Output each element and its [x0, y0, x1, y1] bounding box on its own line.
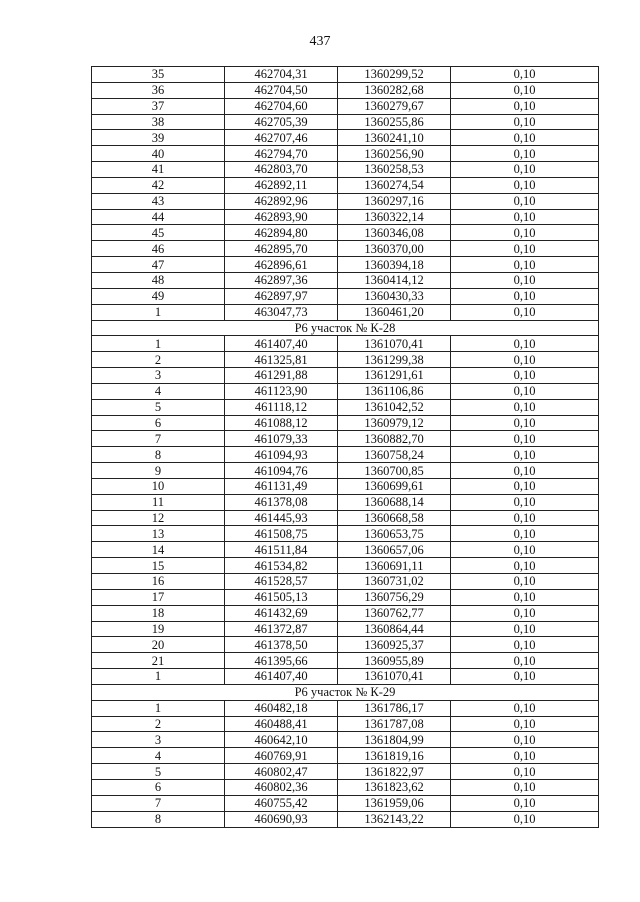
table-row [92, 653, 599, 669]
x-coordinate-cell: 462794,70 [225, 146, 338, 162]
accuracy-cell: 0,10 [451, 811, 599, 827]
point-number-cell: 5 [92, 399, 225, 415]
point-number-cell: 7 [92, 795, 225, 811]
table-row [92, 162, 599, 178]
x-coordinate-cell: 461123,90 [225, 383, 338, 399]
x-coordinate-cell: 461088,12 [225, 415, 338, 431]
accuracy-cell: 0,10 [451, 716, 599, 732]
point-number-cell: 7 [92, 431, 225, 447]
accuracy-cell: 0,10 [451, 558, 599, 574]
x-coordinate-cell: 461445,93 [225, 510, 338, 526]
x-coordinate-cell: 462803,70 [225, 162, 338, 178]
x-coordinate-cell: 461291,88 [225, 368, 338, 384]
table-row [92, 764, 599, 780]
point-number-cell: 47 [92, 257, 225, 273]
point-number-cell: 45 [92, 225, 225, 241]
y-coordinate-cell: 1361822,97 [338, 764, 451, 780]
accuracy-cell: 0,10 [451, 241, 599, 257]
y-coordinate-cell: 1360255,86 [338, 114, 451, 130]
point-number-cell: 3 [92, 368, 225, 384]
accuracy-cell: 0,10 [451, 272, 599, 288]
table-row [92, 748, 599, 764]
x-coordinate-cell: 461372,87 [225, 621, 338, 637]
y-coordinate-cell: 1360758,24 [338, 447, 451, 463]
table-row [92, 558, 599, 574]
point-number-cell: 36 [92, 82, 225, 98]
point-number-cell: 46 [92, 241, 225, 257]
point-number-cell: 14 [92, 542, 225, 558]
accuracy-cell: 0,10 [451, 510, 599, 526]
point-number-cell: 18 [92, 605, 225, 621]
x-coordinate-cell: 460802,36 [225, 779, 338, 795]
table-row [92, 431, 599, 447]
point-number-cell: 8 [92, 811, 225, 827]
y-coordinate-cell: 1360653,75 [338, 526, 451, 542]
table-row [92, 399, 599, 415]
y-coordinate-cell: 1360241,10 [338, 130, 451, 146]
page-number: 437 [309, 34, 331, 49]
accuracy-cell: 0,10 [451, 478, 599, 494]
table-row [92, 241, 599, 257]
table-row [92, 637, 599, 653]
x-coordinate-cell: 462892,96 [225, 193, 338, 209]
y-coordinate-cell: 1360282,68 [338, 82, 451, 98]
y-coordinate-cell: 1360688,14 [338, 494, 451, 510]
y-coordinate-cell: 1360258,53 [338, 162, 451, 178]
section-heading-row [92, 320, 599, 336]
table-row [92, 542, 599, 558]
table-row [92, 811, 599, 827]
x-coordinate-cell: 461534,82 [225, 558, 338, 574]
table-row [92, 67, 599, 83]
y-coordinate-cell: 1360430,33 [338, 288, 451, 304]
accuracy-cell: 0,10 [451, 177, 599, 193]
y-coordinate-cell: 1360691,11 [338, 558, 451, 574]
accuracy-cell: 0,10 [451, 653, 599, 669]
x-coordinate-cell: 462896,61 [225, 257, 338, 273]
table-row [92, 146, 599, 162]
accuracy-cell: 0,10 [451, 494, 599, 510]
y-coordinate-cell: 1360394,18 [338, 257, 451, 273]
x-coordinate-cell: 461432,69 [225, 605, 338, 621]
table-row [92, 494, 599, 510]
x-coordinate-cell: 462895,70 [225, 241, 338, 257]
y-coordinate-cell: 1361819,16 [338, 748, 451, 764]
x-coordinate-cell: 461505,13 [225, 589, 338, 605]
x-coordinate-cell: 461131,49 [225, 478, 338, 494]
point-number-cell: 35 [92, 67, 225, 83]
point-number-cell: 37 [92, 98, 225, 114]
x-coordinate-cell: 461407,40 [225, 336, 338, 352]
accuracy-cell: 0,10 [451, 463, 599, 479]
y-coordinate-cell: 1361804,99 [338, 732, 451, 748]
x-coordinate-cell: 461378,50 [225, 637, 338, 653]
accuracy-cell: 0,10 [451, 415, 599, 431]
y-coordinate-cell: 1360882,70 [338, 431, 451, 447]
x-coordinate-cell: 462894,80 [225, 225, 338, 241]
x-coordinate-cell: 461378,08 [225, 494, 338, 510]
x-coordinate-cell: 462704,31 [225, 67, 338, 83]
point-number-cell: 13 [92, 526, 225, 542]
x-coordinate-cell: 460488,41 [225, 716, 338, 732]
table-row [92, 288, 599, 304]
point-number-cell: 44 [92, 209, 225, 225]
point-number-cell: 21 [92, 653, 225, 669]
accuracy-cell: 0,10 [451, 669, 599, 685]
table-row [92, 272, 599, 288]
accuracy-cell: 0,10 [451, 225, 599, 241]
point-number-cell: 2 [92, 352, 225, 368]
accuracy-cell: 0,10 [451, 399, 599, 415]
accuracy-cell: 0,10 [451, 67, 599, 83]
table-row [92, 621, 599, 637]
x-coordinate-cell: 461118,12 [225, 399, 338, 415]
x-coordinate-cell: 463047,73 [225, 304, 338, 320]
table-row [92, 336, 599, 352]
point-number-cell: 1 [92, 669, 225, 685]
accuracy-cell: 0,10 [451, 257, 599, 273]
table-row [92, 732, 599, 748]
point-number-cell: 1 [92, 336, 225, 352]
y-coordinate-cell: 1361959,06 [338, 795, 451, 811]
accuracy-cell: 0,10 [451, 779, 599, 795]
accuracy-cell: 0,10 [451, 621, 599, 637]
point-number-cell: 6 [92, 415, 225, 431]
table-row [92, 193, 599, 209]
table-row [92, 352, 599, 368]
table-row [92, 82, 599, 98]
y-coordinate-cell: 1360274,54 [338, 177, 451, 193]
accuracy-cell: 0,10 [451, 732, 599, 748]
point-number-cell: 1 [92, 700, 225, 716]
point-number-cell: 10 [92, 478, 225, 494]
x-coordinate-cell: 462892,11 [225, 177, 338, 193]
accuracy-cell: 0,10 [451, 605, 599, 621]
point-number-cell: 16 [92, 574, 225, 590]
table-row [92, 574, 599, 590]
y-coordinate-cell: 1360256,90 [338, 146, 451, 162]
point-number-cell: 3 [92, 732, 225, 748]
x-coordinate-cell: 462897,36 [225, 272, 338, 288]
point-number-cell: 8 [92, 447, 225, 463]
y-coordinate-cell: 1360762,77 [338, 605, 451, 621]
table-row [92, 463, 599, 479]
y-coordinate-cell: 1361787,08 [338, 716, 451, 732]
y-coordinate-cell: 1361291,61 [338, 368, 451, 384]
y-coordinate-cell: 1360925,37 [338, 637, 451, 653]
point-number-cell: 9 [92, 463, 225, 479]
y-coordinate-cell: 1360461,20 [338, 304, 451, 320]
table-row [92, 257, 599, 273]
table-row [92, 383, 599, 399]
table-row [92, 98, 599, 114]
point-number-cell: 41 [92, 162, 225, 178]
table-row [92, 589, 599, 605]
x-coordinate-cell: 461528,57 [225, 574, 338, 590]
y-coordinate-cell: 1360668,58 [338, 510, 451, 526]
point-number-cell: 38 [92, 114, 225, 130]
y-coordinate-cell: 1360700,85 [338, 463, 451, 479]
y-coordinate-cell: 1361106,86 [338, 383, 451, 399]
point-number-cell: 11 [92, 494, 225, 510]
accuracy-cell: 0,10 [451, 637, 599, 653]
coordinates-table-body [92, 67, 599, 828]
x-coordinate-cell: 460755,42 [225, 795, 338, 811]
point-number-cell: 5 [92, 764, 225, 780]
y-coordinate-cell: 1360279,67 [338, 98, 451, 114]
y-coordinate-cell: 1360346,08 [338, 225, 451, 241]
y-coordinate-cell: 1360299,52 [338, 67, 451, 83]
accuracy-cell: 0,10 [451, 764, 599, 780]
x-coordinate-cell: 462897,97 [225, 288, 338, 304]
y-coordinate-cell: 1360864,44 [338, 621, 451, 637]
accuracy-cell: 0,10 [451, 193, 599, 209]
y-coordinate-cell: 1360955,89 [338, 653, 451, 669]
x-coordinate-cell: 461395,66 [225, 653, 338, 669]
x-coordinate-cell: 460802,47 [225, 764, 338, 780]
table-row [92, 716, 599, 732]
accuracy-cell: 0,10 [451, 447, 599, 463]
point-number-cell: 1 [92, 304, 225, 320]
y-coordinate-cell: 1360297,16 [338, 193, 451, 209]
table-row [92, 209, 599, 225]
point-number-cell: 48 [92, 272, 225, 288]
x-coordinate-cell: 461407,40 [225, 669, 338, 685]
x-coordinate-cell: 462893,90 [225, 209, 338, 225]
y-coordinate-cell: 1361070,41 [338, 336, 451, 352]
y-coordinate-cell: 1361070,41 [338, 669, 451, 685]
point-number-cell: 2 [92, 716, 225, 732]
y-coordinate-cell: 1360731,02 [338, 574, 451, 590]
accuracy-cell: 0,10 [451, 162, 599, 178]
accuracy-cell: 0,10 [451, 368, 599, 384]
x-coordinate-cell: 460482,18 [225, 700, 338, 716]
y-coordinate-cell: 1360979,12 [338, 415, 451, 431]
section-heading-row [92, 684, 599, 700]
point-number-cell: 49 [92, 288, 225, 304]
x-coordinate-cell: 462707,46 [225, 130, 338, 146]
table-row [92, 669, 599, 685]
accuracy-cell: 0,10 [451, 98, 599, 114]
accuracy-cell: 0,10 [451, 431, 599, 447]
y-coordinate-cell: 1360414,12 [338, 272, 451, 288]
table-row [92, 415, 599, 431]
table-row [92, 114, 599, 130]
y-coordinate-cell: 1361823,62 [338, 779, 451, 795]
x-coordinate-cell: 461094,93 [225, 447, 338, 463]
y-coordinate-cell: 1361042,52 [338, 399, 451, 415]
table-row [92, 368, 599, 384]
x-coordinate-cell: 461079,33 [225, 431, 338, 447]
x-coordinate-cell: 462704,50 [225, 82, 338, 98]
table-row [92, 605, 599, 621]
accuracy-cell: 0,10 [451, 795, 599, 811]
y-coordinate-cell: 1360657,06 [338, 542, 451, 558]
x-coordinate-cell: 461508,75 [225, 526, 338, 542]
point-number-cell: 43 [92, 193, 225, 209]
x-coordinate-cell: 462704,60 [225, 98, 338, 114]
accuracy-cell: 0,10 [451, 574, 599, 590]
point-number-cell: 12 [92, 510, 225, 526]
y-coordinate-cell: 1360699,61 [338, 478, 451, 494]
accuracy-cell: 0,10 [451, 352, 599, 368]
accuracy-cell: 0,10 [451, 288, 599, 304]
point-number-cell: 40 [92, 146, 225, 162]
accuracy-cell: 0,10 [451, 542, 599, 558]
y-coordinate-cell: 1360756,29 [338, 589, 451, 605]
table-row [92, 130, 599, 146]
table-row [92, 510, 599, 526]
point-number-cell: 20 [92, 637, 225, 653]
point-number-cell: 4 [92, 748, 225, 764]
accuracy-cell: 0,10 [451, 114, 599, 130]
point-number-cell: 39 [92, 130, 225, 146]
table-row [92, 304, 599, 320]
y-coordinate-cell: 1361299,38 [338, 352, 451, 368]
accuracy-cell: 0,10 [451, 146, 599, 162]
x-coordinate-cell: 460769,91 [225, 748, 338, 764]
table-row [92, 478, 599, 494]
accuracy-cell: 0,10 [451, 383, 599, 399]
table-row [92, 795, 599, 811]
x-coordinate-cell: 461094,76 [225, 463, 338, 479]
y-coordinate-cell: 1360322,14 [338, 209, 451, 225]
coordinates-table [91, 66, 599, 828]
y-coordinate-cell: 1362143,22 [338, 811, 451, 827]
table-row [92, 177, 599, 193]
table-row [92, 526, 599, 542]
x-coordinate-cell: 461325,81 [225, 352, 338, 368]
y-coordinate-cell: 1360370,00 [338, 241, 451, 257]
table-row [92, 225, 599, 241]
x-coordinate-cell: 460642,10 [225, 732, 338, 748]
accuracy-cell: 0,10 [451, 526, 599, 542]
point-number-cell: 17 [92, 589, 225, 605]
point-number-cell: 4 [92, 383, 225, 399]
point-number-cell: 42 [92, 177, 225, 193]
accuracy-cell: 0,10 [451, 336, 599, 352]
x-coordinate-cell: 460690,93 [225, 811, 338, 827]
table-row [92, 447, 599, 463]
accuracy-cell: 0,10 [451, 589, 599, 605]
table-row [92, 779, 599, 795]
point-number-cell: 19 [92, 621, 225, 637]
accuracy-cell: 0,10 [451, 82, 599, 98]
section-heading: Р6 участок № К-29 [92, 684, 599, 700]
accuracy-cell: 0,10 [451, 748, 599, 764]
y-coordinate-cell: 1361786,17 [338, 700, 451, 716]
accuracy-cell: 0,10 [451, 130, 599, 146]
x-coordinate-cell: 461511,84 [225, 542, 338, 558]
point-number-cell: 15 [92, 558, 225, 574]
point-number-cell: 6 [92, 779, 225, 795]
table-row [92, 700, 599, 716]
accuracy-cell: 0,10 [451, 304, 599, 320]
x-coordinate-cell: 462705,39 [225, 114, 338, 130]
accuracy-cell: 0,10 [451, 700, 599, 716]
section-heading: Р6 участок № К-28 [92, 320, 599, 336]
accuracy-cell: 0,10 [451, 209, 599, 225]
